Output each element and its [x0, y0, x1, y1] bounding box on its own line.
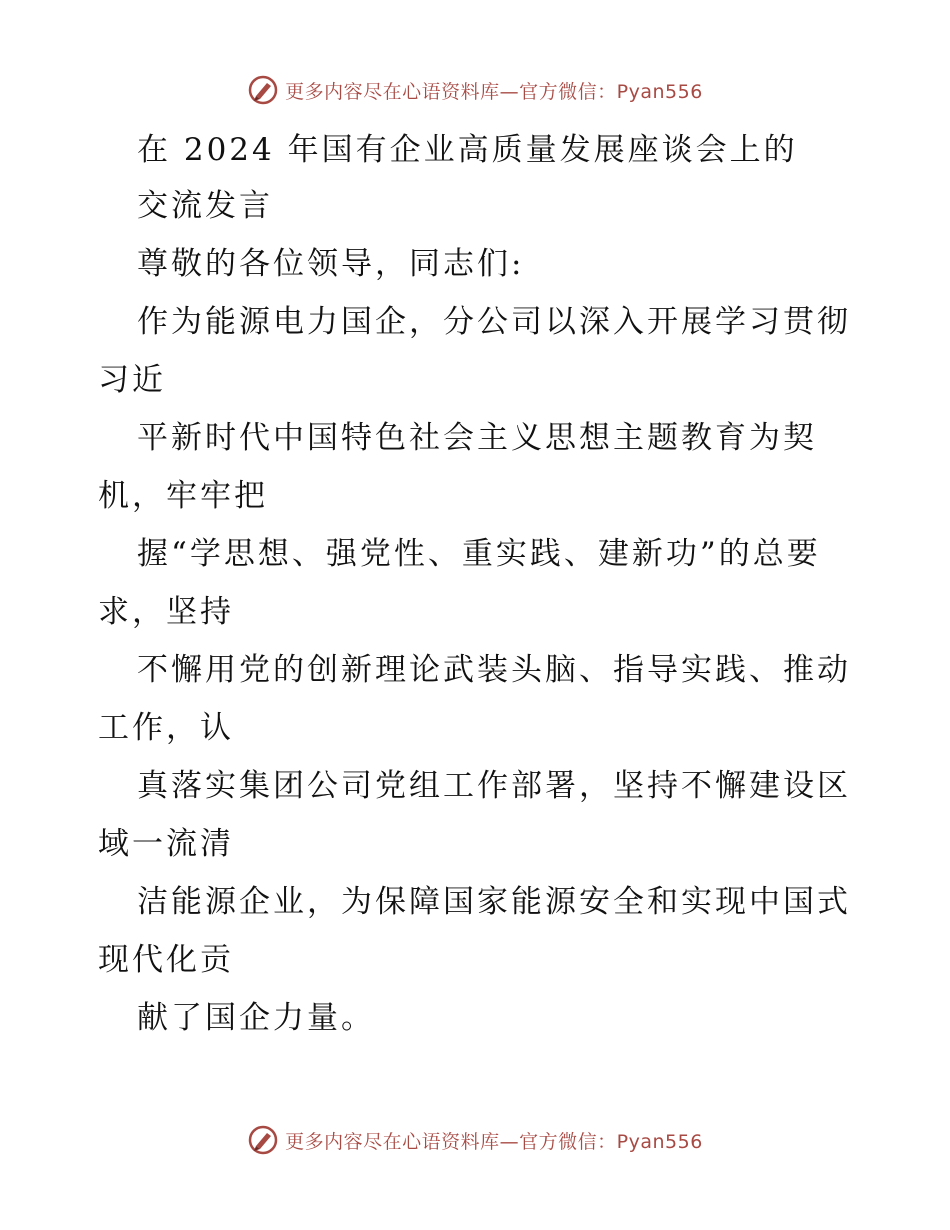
footer-watermark — [0, 1120, 950, 1160]
salutation: 尊敬的各位领导，同志们: — [137, 246, 525, 282]
watermark-text: 更多内容尽在心语资料库—官方微信：Pyan556 — [285, 80, 703, 103]
paragraph-line: 机，牢牢把 — [98, 478, 268, 514]
paragraph-line: 习近 — [98, 362, 166, 398]
paragraph-line: 求，坚持 — [98, 594, 234, 630]
pen-seal-icon — [247, 1124, 279, 1156]
paragraph-line: 域一流清 — [98, 826, 234, 862]
paragraph-line: 握“学思想、强党性、重实践、建新功”的总要 — [137, 536, 821, 572]
paragraph-line: 平新时代中国特色社会主义思想主题教育为契 — [137, 420, 817, 456]
paragraph-line: 现代化贡 — [98, 942, 234, 978]
paragraph-line: 洁能源企业，为保障国家能源安全和实现中国式 — [137, 884, 851, 920]
watermark-text: 更多内容尽在心语资料库—官方微信：Pyan556 — [285, 1130, 703, 1153]
pen-seal-icon — [247, 74, 279, 106]
title-line-2: 交流发言 — [137, 188, 273, 224]
paragraph-line: 工作，认 — [98, 710, 234, 746]
paragraph-line: 作为能源电力国企，分公司以深入开展学习贯彻 — [137, 304, 851, 340]
paragraph-line: 献了国企力量。 — [137, 1000, 375, 1036]
paragraph-line: 不懈用党的创新理论武装头脑、指导实践、推动 — [137, 652, 851, 688]
paragraph-line: 真落实集团公司党组工作部署，坚持不懈建设区 — [137, 768, 851, 804]
header-watermark — [0, 70, 950, 110]
title-line-1: 在 2024 年国有企业高质量发展座谈会上的 — [137, 132, 798, 168]
